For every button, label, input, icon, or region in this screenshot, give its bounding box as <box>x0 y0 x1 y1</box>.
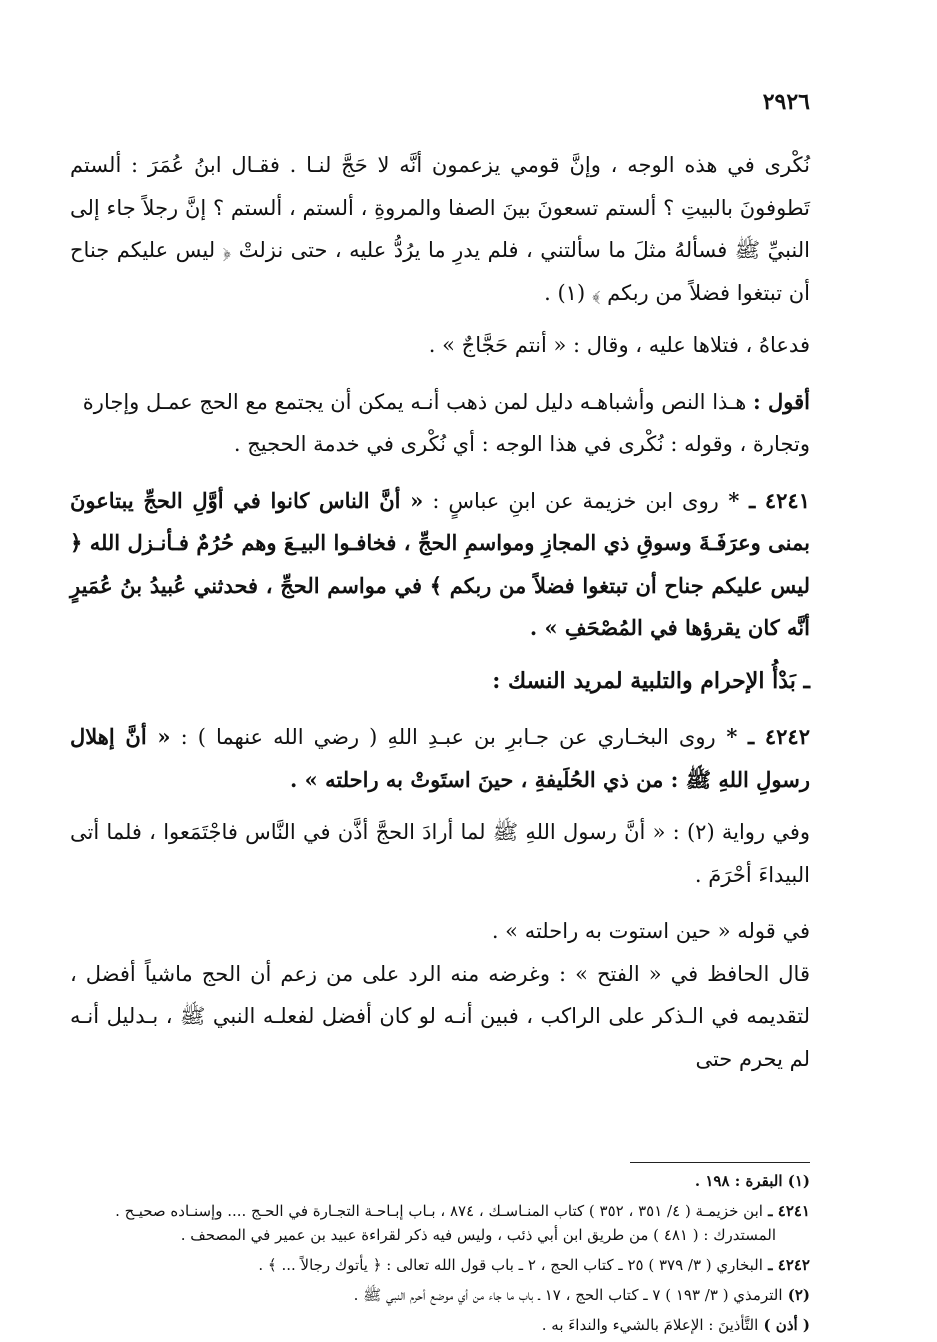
paragraph-hafiz: قال الحافظ في « الفتح » : وغرضه منه الرد على من زعم أن الحج ماشياً أفضل ، لتقديمه في الـذكر على الراكب ، فبين أنـه لو كان أفضل لفعلـه النبي ﷺ ، بـدليل أنـه لم يحرم حتى <box>70 961 810 1071</box>
aqool-label: أقول : <box>752 388 810 414</box>
footnote-adhan: ( أذن ) التَّأذينَ : الإعلامَ بالشيء والنداءَ به . <box>541 1316 810 1334</box>
footnote-4241: ٤٢٤١ ـ ابن خزيمـة ( ٤/ ٣٥١ ، ٣٥٢ ) كتاب المنـاسـك ، ٨٧٤ ، بـاب إبـاحـة التجـارة في الحـج .... وإسنـاده صحيـح . <box>115 1202 810 1220</box>
hadith-4242-text: « أنَّ إهلال رسولِ اللهِ ﷺ : من ذي الحُلَيفةِ ، حينَ استَوتْ به راحلته » . <box>70 724 810 792</box>
paragraph-aqool-cont: وتجارة ، وقوله : نُكْرى في هذا الوجه : أي نُكْرى في خدمة الحجيج . <box>233 432 810 456</box>
hadith-4241-intro: روى ابن خزيمة عن ابنِ عباسٍ : <box>423 488 719 513</box>
aqool-text: هـذا النص وأشباهـه دليل لمن ذهب أنـه يمكن أن يجتمع مع الحج عمـل وإجارة <box>82 389 753 414</box>
hadith-4241 <box>70 480 810 650</box>
main-text <box>70 144 810 1090</box>
hadith-4242-number: ٤٢٤٢ ـ * <box>715 724 810 749</box>
page-number: ٢٩٢٦ <box>762 89 810 115</box>
footnote-4241-cont: المستدرك : ( ٤٨١ ) من طريق ابن أبي ذئب ، وليس فيه ذكر لقراءة عبيد بن عمير في المصحف . <box>180 1226 776 1244</box>
footnotes <box>70 1168 810 1342</box>
section-heading: ـ بَدْأُ الإحرام والتلبية لمريد النسك : <box>492 667 810 694</box>
hadith-4241-text: « أنَّ الناس كانوا في أوَّلِ الحجِّ يبتاعونَ بمنى وعرَفَـةَ وسوقِ ذي المجازِ ومواسمِ الحجِّ ، فخافـوا البيـعَ وهم حُرُمٌ فـأنـزل الله ﴿ ليس عليكم جناح أن تبتغوا فضلاً من ربكم ﴾ في مواسم الحجِّ ، فحدثني عُبيدُ بنُ عُمَيرٍ أنَّه كان يقرؤها في المُصْحَفِ » . <box>70 487 810 640</box>
paragraph-recited: فدعاهُ ، فتلاها عليه ، وقال : « أنتم حَجَّاجٌ » . <box>428 333 810 357</box>
footnote-divider <box>630 1162 810 1163</box>
paragraph-riwaya: وفي رواية (٢) : « أنَّ رسول اللهِ ﷺ لما أرادَ الحجَّ أذَّن في النَّاس فاجْتَمَعوا ، فلما أتى البيداءَ أحْرَمَ . <box>70 820 810 887</box>
hadith-4242 <box>70 716 810 801</box>
paragraph-aqool <box>70 381 810 424</box>
paragraph-opening: نُكْرى في هذه الوجه ، وإنَّ قومي يزعمون أنَّه لا حَجَّ لنـا . فقـال ابنُ عُمَرَ : ألستم تَطوفونَ بالبيتِ ؟ ألستم تسعونَ بينَ الصفا والمروةِ ، ألستم ، ألستم ؟ إنَّ رجلاً جاء إلى النبيِّ ﷺ فسألهُ مثلَ ما سألتني ، فلم يدرِ ما يرُدُّ عليه ، حتى نزلتْ ﴿ ليس عليكم جناح أن تبتغوا فضلاً من ربكم ﴾ (١) . <box>70 153 810 305</box>
paragraph-fi-qawlihi: في قوله « حين استوت به راحلته » . <box>491 919 810 943</box>
hadith-4242-intro: روى البخـاري عن جـابرِ بن عبـدِ اللهِ ( رضي الله عنهما ) : <box>170 725 716 749</box>
footnote-1: (١) البقرة : ١٩٨ . <box>694 1172 810 1190</box>
hadith-4241-number: ٤٢٤١ ـ * <box>718 487 810 513</box>
footnote-2: (٢) الترمذي ( ٣/ ١٩٣ ) ٧ ـ كتاب الحج ، ١٧ ـ باب ما جاء من أي موضع أحرم النبي ﷺ . <box>353 1286 810 1304</box>
footnote-4242: ٤٢٤٢ ـ البخاري ( ٣/ ٣٧٩ ) ٢٥ ـ كتاب الحج ، ٢ ـ باب قول الله تعالى : ﴿ يأتوك رجالاً ... ﴾ . <box>258 1256 810 1274</box>
